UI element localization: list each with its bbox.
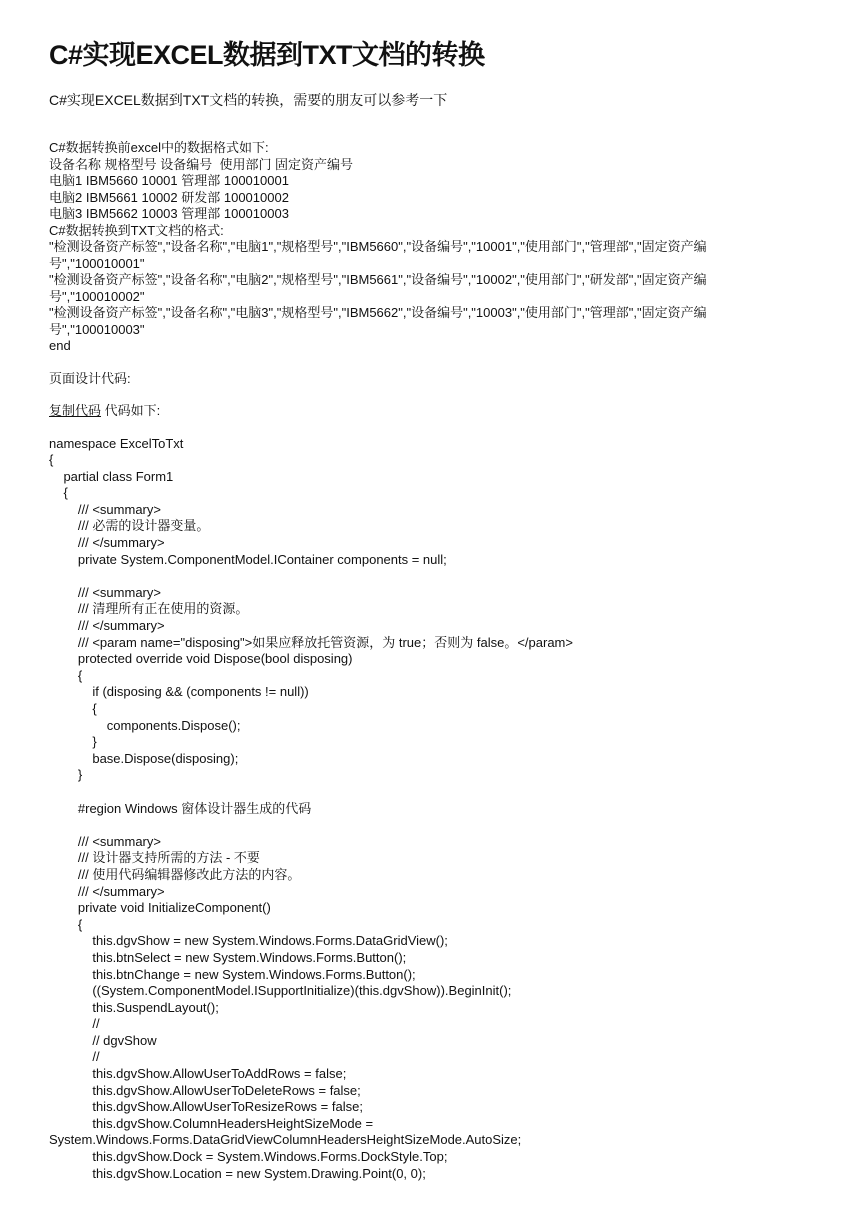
code-line: { <box>49 701 97 716</box>
code-line: private void InitializeComponent() <box>49 900 271 916</box>
code-block <box>49 436 769 1183</box>
copy-code-link[interactable]: 复制代码 <box>49 403 102 418</box>
code-line: private System.ComponentModel.IContainer components = null; <box>49 551 447 567</box>
code-line: /// <param name="disposing">如果应释放托管资源，为 true；否则为 false。</param> <box>49 634 573 650</box>
data-line: "检测设备资产标签","设备名称","电脑2","规格型号","IBM5661","设备编号","10002","使用部门","研发部","固定资产编 <box>49 272 707 287</box>
data-line: 设备名称 规格型号 设备编号 使用部门 固定资产编号 <box>49 156 354 172</box>
code-line: /// </summary> <box>49 535 165 551</box>
code-line: /// <summary> <box>49 833 161 849</box>
data-line: 号","100010002" <box>49 288 145 304</box>
article <box>49 38 769 1182</box>
code-line: /// <summary> <box>49 584 161 600</box>
data-line: end <box>49 338 71 353</box>
data-line: 电脑1 IBM5660 10001 管理部 100010001 <box>49 173 289 188</box>
code-line <box>49 784 769 801</box>
code-line: /// </summary> <box>49 618 165 634</box>
code-line: this.dgvShow.Location = new System.Drawing.Point(0, 0); <box>49 1165 426 1181</box>
code-line: { <box>49 452 54 468</box>
data-line: 号","100010001" <box>49 255 145 271</box>
code-line: this.dgvShow.AllowUserToAddRows = false; <box>49 1066 347 1082</box>
code-line: base.Dispose(disposing); <box>49 750 239 766</box>
code-line: System.Windows.Forms.DataGridViewColumnHeadersHeightSizeMode.AutoSize; <box>49 1132 522 1148</box>
data-line: C#数据转换前excel中的数据格式如下: <box>49 140 269 155</box>
code-line: { <box>49 667 83 683</box>
data-line: "检测设备资产标签","设备名称","电脑1","规格型号","IBM5660","设备编号","10001","使用部门","管理部","固定资产编 <box>49 239 707 254</box>
code-line: /// 设计器支持所需的方法 - 不要 <box>49 850 260 866</box>
article-subtitle: C#实现EXCEL数据到TXT文档的转换，需要的朋友可以参考一下 <box>49 92 448 108</box>
article-title: C#实现EXCEL数据到TXT文档的转换 <box>49 40 485 70</box>
copy-code-line <box>49 403 769 420</box>
data-line: C#数据转换到TXT文档的格式: <box>49 222 224 238</box>
code-line: /// 必需的设计器变量。 <box>49 518 210 534</box>
code-line: #region Windows 窗体设计器生成的代码 <box>49 800 312 816</box>
code-line: } <box>49 767 83 783</box>
code-line <box>49 817 769 834</box>
code-line: components.Dispose(); <box>49 717 241 733</box>
page-design-label: 页面设计代码: <box>49 370 131 386</box>
code-line: this.dgvShow = new System.Windows.Forms.DataGridView(); <box>49 933 448 949</box>
code-line: /// 清理所有正在使用的资源。 <box>49 601 249 617</box>
code-line: this.dgvShow.Dock = System.Windows.Forms.DockStyle.Top; <box>49 1149 448 1165</box>
code-line: this.dgvShow.ColumnHeadersHeightSizeMode = <box>49 1115 374 1131</box>
code-line: /// <summary> <box>49 501 161 517</box>
code-line: this.dgvShow.AllowUserToResizeRows = false; <box>49 1099 363 1115</box>
code-line: { <box>49 485 68 501</box>
code-line: /// </summary> <box>49 883 165 899</box>
code-line: /// 使用代码编辑器修改此方法的内容。 <box>49 866 301 882</box>
data-line: 电脑2 IBM5661 10002 研发部 100010002 <box>49 189 289 205</box>
code-line: { <box>49 916 83 932</box>
copy-code-suffix: 代码如下: <box>101 403 161 418</box>
data-line: "检测设备资产标签","设备名称","电脑3","规格型号","IBM5662","设备编号","10003","使用部门","管理部","固定资产编 <box>49 305 707 320</box>
code-line: this.dgvShow.AllowUserToDeleteRows = false; <box>49 1082 361 1098</box>
data-line: 电脑3 IBM5662 10003 管理部 100010003 <box>49 206 289 221</box>
code-line: partial class Form1 <box>49 468 174 484</box>
code-line: this.btnChange = new System.Windows.Forms.Button(); <box>49 966 416 982</box>
code-line: // dgvShow <box>49 1032 157 1048</box>
code-line: this.SuspendLayout(); <box>49 999 219 1015</box>
code-line: protected override void Dispose(bool disposing) <box>49 651 353 667</box>
code-line: this.btnSelect = new System.Windows.Forms.Button(); <box>49 949 407 965</box>
code-line: namespace ExcelToTxt <box>49 435 184 451</box>
code-line: } <box>49 734 97 750</box>
code-line: // <box>49 1016 100 1032</box>
code-line: if (disposing && (components != null)) <box>49 684 309 700</box>
data-format-section <box>49 140 769 355</box>
data-line: 号","100010003" <box>49 321 145 337</box>
code-line <box>49 568 769 585</box>
code-line: ((System.ComponentModel.ISupportInitialize)(this.dgvShow)).BeginInit(); <box>49 983 512 999</box>
code-line: // <box>49 1049 100 1065</box>
